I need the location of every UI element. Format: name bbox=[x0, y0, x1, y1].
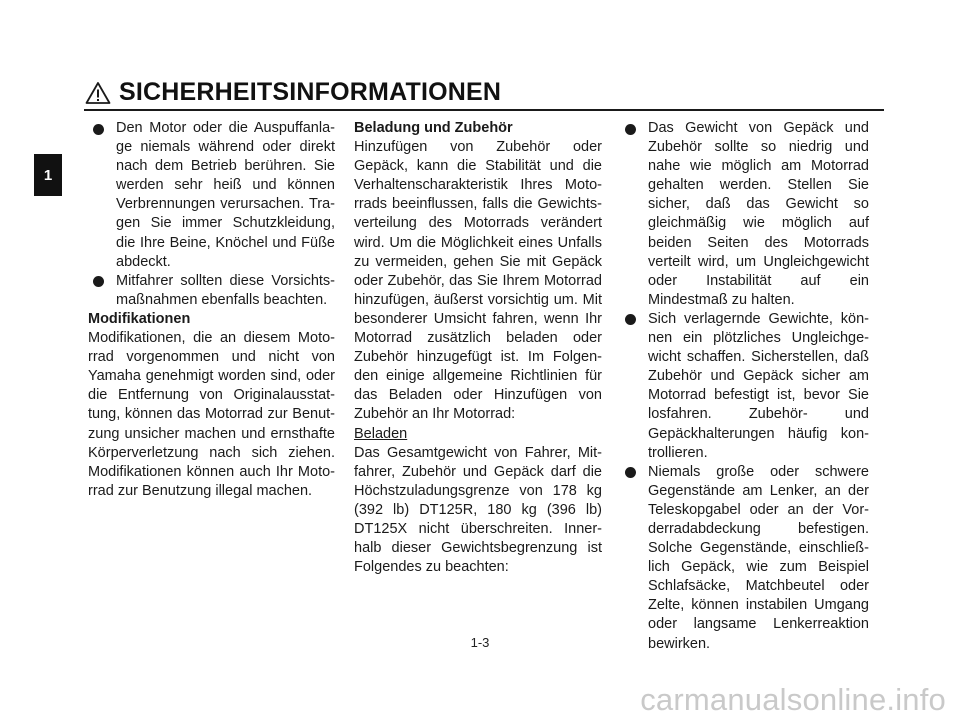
list-item bbox=[620, 463, 869, 654]
chapter-tab[interactable]: 1 bbox=[34, 154, 62, 196]
paragraph: Modifikationen, die an diesem Moto-rrad vorgenommen und nicht von Yamaha genehmigt worden sind, oder die Entfernung von Originalausstat-tung, können das Motorrad zur Benut-zung unsicher machen und ernsthafte Körperverletzung nach sich ziehen. Modifikationen können auch Ihr Moto-rrad zur Benutzung illegal machen. bbox=[88, 330, 335, 499]
section-header bbox=[85, 78, 501, 107]
subheading: Beladen bbox=[354, 425, 408, 442]
section-heading: Beladung und Zubehör bbox=[354, 120, 513, 136]
list-item bbox=[620, 310, 869, 463]
bullet-icon bbox=[625, 124, 636, 135]
bullet-list bbox=[620, 119, 869, 654]
list-item bbox=[88, 272, 335, 310]
bullet-icon bbox=[625, 314, 636, 325]
paragraph: Hinzufügen von Zubehör oder Gepäck, kann die Stabilität und die Verhaltenscharakteristik Ihres Moto-rrads beeinflussen, falls die Gewichts-verteilung des Motorrads verändert wird. Um die Möglichkeit eines Unfalls zu vermeiden, gehen Sie mit Gepäck oder Zubehör, das Sie Ihrem Motorrad hinzufügen, äußerst vorsichtig um. Mit besonderer Umsicht fahren, wenn Ihr Motorrad zusätzlich beladen oder Zubehör hinzugefügt ist. Im Folgen-den einige allgemeine Richtlinien für das Beladen oder Hinzufügen von Zubehör an Ihr Motorrad: bbox=[354, 139, 602, 423]
bullet-text: Das Gewicht von Gepäck und Zubehör sollte so niedrig und nahe wie möglich am Motorrad gehalten werden. Stellen Sie sicher, daß das Gewicht so gleichmäßig wie möglich auf beiden Seiten des Motorrads verteilt wird, um Ungleichgewicht oder Instabilität auf ein Mindestmaß zu halten. bbox=[648, 120, 869, 308]
bullet-text: Den Motor oder die Auspuffanla-ge niemals während oder direkt nach dem Betrieb berühren. Sie werden sehr heiß und können Verbrennungen verursachen. Tra-gen Sie immer Schutzkleidung, die Ihre Beine, Knöchel und Füße abdeckt. bbox=[116, 120, 335, 270]
bullet-icon bbox=[625, 467, 636, 478]
column-1 bbox=[88, 119, 335, 501]
warning-triangle-icon bbox=[85, 81, 111, 105]
list-item bbox=[88, 119, 335, 272]
list-item bbox=[620, 119, 869, 310]
page-number: 1-3 bbox=[470, 635, 490, 650]
bullet-text: Mitfahrer sollten diese Vorsichts-maßnahmen ebenfalls beachten. bbox=[116, 272, 335, 308]
bullet-text: Sich verlagernde Gewichte, kön-nen ein plötzliches Ungleichge-wicht schaffen. Sicherstellen, daß Zubehör und Gepäck sicher am Motorrad befestigt ist, bevor Sie losfahren. Zubehör- und Gepäckhalterungen häufig kon-trollieren. bbox=[648, 310, 869, 461]
section-title: SICHERHEITSINFORMATIONEN bbox=[119, 78, 502, 106]
column-2 bbox=[354, 119, 602, 577]
bullet-icon bbox=[93, 124, 104, 135]
bullet-icon bbox=[93, 276, 104, 287]
watermark: carmanualsonline.info bbox=[640, 682, 946, 717]
column-3 bbox=[620, 119, 869, 654]
bullet-text: Niemals große oder schwere Gegenstände am Lenker, an der Teleskopgabel oder an der Vor-derradabdeckung befestigen. Solche Gegenstände, einschließ-lich Gepäck, wie zum Beispiel Schlafsäcke, Matchbeutel oder Zelte, können instabilen Umgang oder langsame Lenkerreaktion bewirken. bbox=[648, 463, 869, 652]
paragraph: Das Gesamtgewicht von Fahrer, Mit-fahrer, Zubehör und Gepäck darf die Höchstzuladungsgrenze von 178 kg (392 lb) DT125R, 180 kg (396 lb) DT125X nicht überschreiten. Inner-halb dieser Gewichtsbegrenzung ist Folgendes zu beachten: bbox=[354, 444, 602, 576]
header-rule bbox=[84, 109, 884, 111]
section-heading: Modifikationen bbox=[88, 310, 191, 327]
bullet-list bbox=[88, 119, 335, 310]
